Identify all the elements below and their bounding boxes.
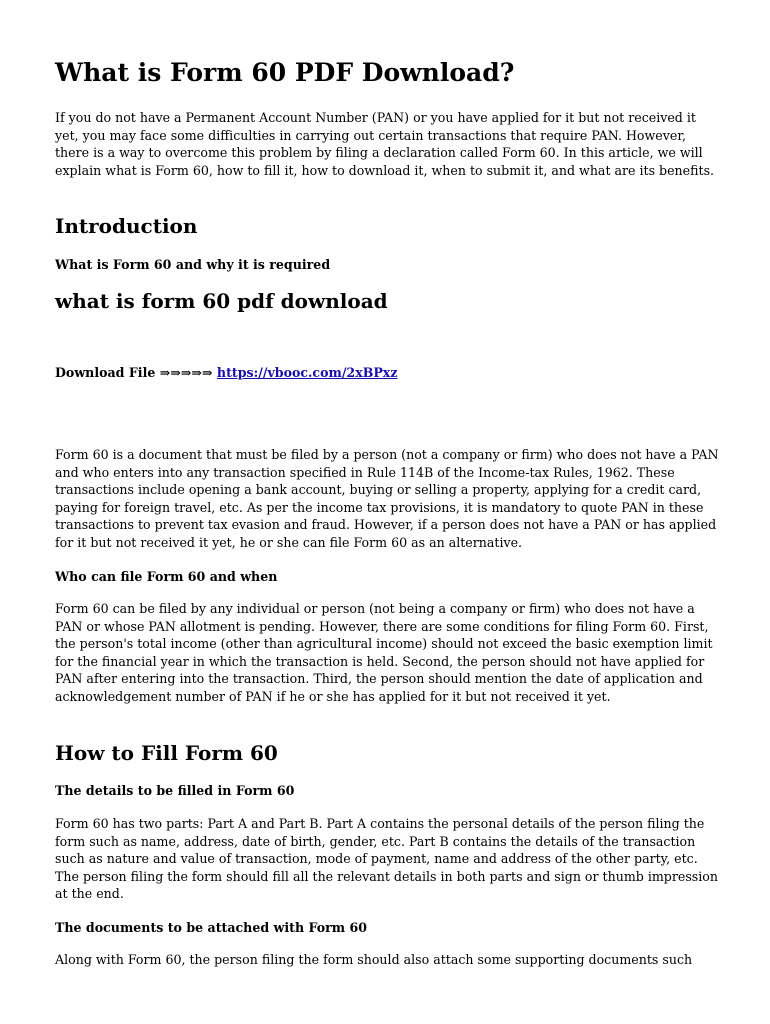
download-label: Download File <box>55 365 156 380</box>
section-paragraph-form60-definition: Form 60 is a document that must be filed by a person (not a company or firm) who does not have a PAN and who enters into any transaction specified in Rule 114B of the Income-tax Rules, 1962. These transactions include opening a bank account, buying or selling a property, applying for a credit card, paying for foreign travel, etc. As per the income tax provisions, it is mandatory to quote PAN in these transactions to prevent tax evasion and fraud. However, if a person does not have a PAN or has applied for it but not received it yet, he or she can file Form 60 as an alternative. <box>55 447 719 550</box>
introduction-subheading: What is Form 60 and why it is required <box>55 257 331 272</box>
intro-paragraph: If you do not have a Permanent Account Number (PAN) or you have applied for it but not received it yet, you may face some difficulties in carrying out certain transactions that require PAN. However, there is a way to overcome this problem by filing a declaration called Form 60. In this article, we will explain what is Form 60, how to fill it, how to download it, when to submit it, and what are its benefits. <box>55 110 715 178</box>
download-arrows: ⇒⇒⇒⇒⇒ <box>159 365 213 380</box>
who-can-file-subheading: Who can file Form 60 and when <box>55 569 278 584</box>
download-heading: what is form 60 pdf download <box>55 289 388 313</box>
introduction-heading: Introduction <box>55 214 198 238</box>
details-subheading: The details to be filled in Form 60 <box>55 783 295 798</box>
documents-paragraph: Along with Form 60, the person filing the form should also attach some supporting documents such <box>55 952 693 967</box>
who-can-file-paragraph: Form 60 can be filed by any individual or person (not being a company or firm) who does not have a PAN or whose PAN allotment is pending. However, there are some conditions for filing Form 60. First, the person's total income (other than agricultural income) should not exceed the basic exemption limit for the financial year in which the transaction is held. Second, the person should not have applied for PAN after entering into the transaction. Third, the person should mention the date of application and acknowledgement number of PAN if he or she has applied for it but not received it yet. <box>55 601 713 704</box>
download-link[interactable]: https://vbooc.com/2xBPxz <box>216 365 398 380</box>
page-title: What is Form 60 PDF Download? <box>55 58 515 87</box>
how-to-fill-heading: How to Fill Form 60 <box>55 741 278 765</box>
documents-subheading: The documents to be attached with Form 60 <box>55 920 368 935</box>
details-paragraph: Form 60 has two parts: Part A and Part B. Part A contains the personal details of the person filing the form such as name, address, date of birth, gender, etc. Part B contains the details of the transaction such as nature and value of transaction, mode of payment, name and address of the other party, etc. The person filing the form should fill all the relevant details in both parts and sign or thumb impression at the end. <box>55 816 718 902</box>
download-line <box>55 364 720 381</box>
